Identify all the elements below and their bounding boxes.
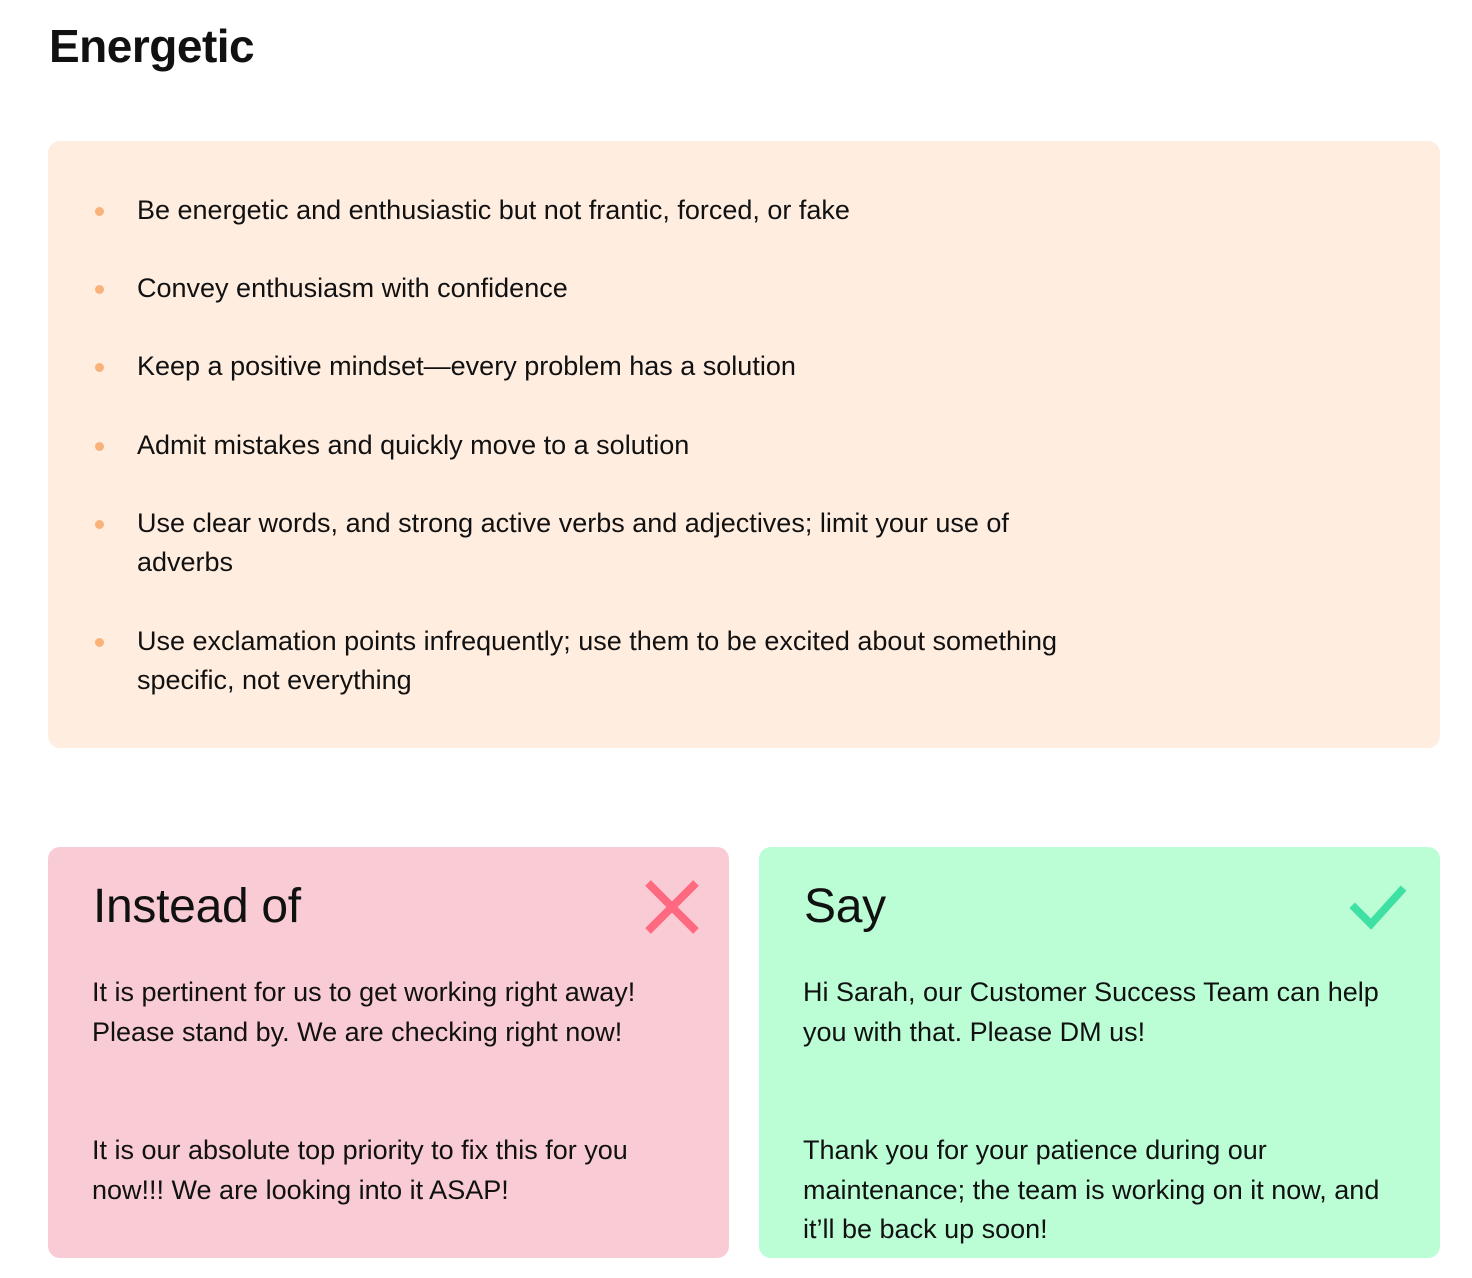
bullet-dot-icon bbox=[95, 638, 104, 647]
bullet-dot-icon bbox=[95, 442, 104, 451]
say-title: Say bbox=[804, 880, 886, 933]
guideline-text: Convey enthusiasm with confidence bbox=[137, 273, 568, 303]
page-title: Energetic bbox=[49, 20, 255, 72]
guideline-text: Be energetic and enthusiastic but not frantic, forced, or fake bbox=[137, 195, 850, 225]
say-example: Thank you for your patience during our maintenance; the team is working on it now, and it’ll be back up soon! bbox=[803, 1135, 1380, 1244]
checkmark-icon bbox=[1347, 877, 1407, 937]
say-example: Hi Sarah, our Customer Success Team can help you with that. Please DM us! bbox=[803, 977, 1379, 1047]
guideline-text: Keep a positive mindset—every problem has a solution bbox=[137, 351, 796, 381]
guidelines-box bbox=[48, 141, 1440, 748]
bullet-dot-icon bbox=[95, 285, 104, 294]
instead-of-example: It is our absolute top priority to fix this for you now!!! We are looking into it ASAP! bbox=[92, 1135, 628, 1205]
guideline-text: Use exclamation points infrequently; use them to be excited about something specific, not everything bbox=[137, 626, 1058, 695]
guideline-text: Admit mistakes and quickly move to a solution bbox=[137, 430, 690, 460]
cross-icon bbox=[642, 877, 702, 937]
instead-of-example: It is pertinent for us to get working right away! Please stand by. We are checking right now! bbox=[92, 977, 636, 1047]
bullet-dot-icon bbox=[95, 363, 104, 372]
bullet-dot-icon bbox=[95, 520, 104, 529]
instead-of-card bbox=[48, 847, 729, 1258]
say-card bbox=[759, 847, 1440, 1258]
bullet-dot-icon bbox=[95, 207, 104, 216]
instead-of-title: Instead of bbox=[93, 880, 301, 933]
guideline-text: Use clear words, and strong active verbs and adjectives; limit your use of adverbs bbox=[137, 508, 1009, 577]
